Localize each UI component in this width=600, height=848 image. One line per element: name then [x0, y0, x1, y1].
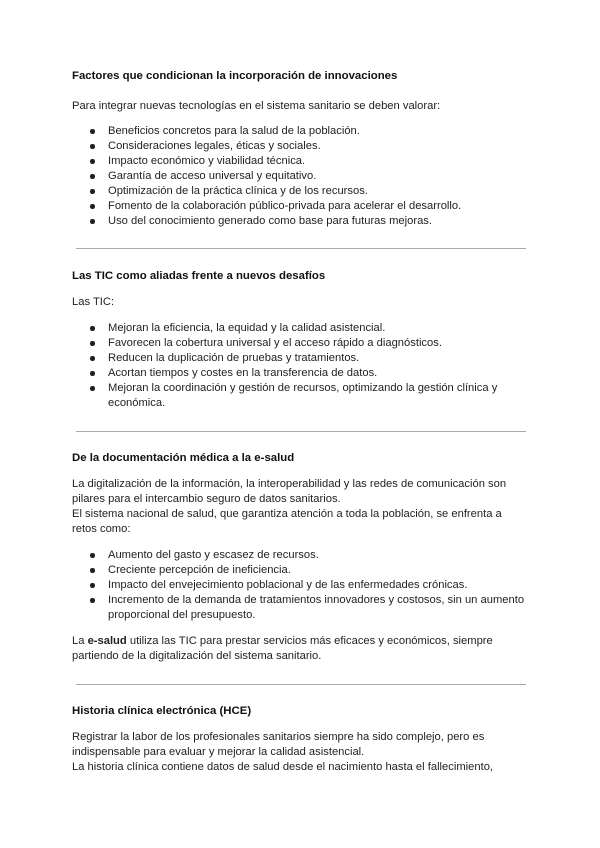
bullet-icon	[90, 326, 95, 331]
section-title: Las TIC como aliadas frente a nuevos desafíos	[72, 270, 326, 282]
list-item: Garantía de acceso universal y equitativo.	[90, 169, 528, 184]
section-innovation-factors	[72, 69, 528, 229]
list-item: Favorecen la cobertura universal y el acceso rápido a diagnósticos.	[90, 336, 528, 351]
paragraph: El sistema nacional de salud, que garantiza atención a toda la población, se enfrenta a retos como:	[72, 508, 502, 535]
list-item: Impacto económico y viabilidad técnica.	[90, 154, 528, 169]
bullet-icon	[90, 341, 95, 346]
bullet-icon	[90, 356, 95, 361]
list-item: Optimización de la práctica clínica y de los recursos.	[90, 184, 528, 199]
paragraph: La digitalización de la información, la interoperabilidad y las redes de comunicación son pilares para el intercambio seguro de datos sanitarios.	[72, 478, 507, 505]
bullet-icon	[90, 568, 95, 573]
bullet-icon	[90, 598, 95, 603]
bullet-icon	[90, 189, 95, 194]
bullet-icon	[90, 553, 95, 558]
section-title: De la documentación médica a la e-salud	[72, 452, 295, 464]
list-item: Impacto del envejecimiento poblacional y de las enfermedades crónicas.	[90, 578, 528, 593]
bullet-icon	[90, 204, 95, 209]
section-e-health	[72, 451, 528, 664]
section-intro: Para integrar nuevas tecnologías en el sistema sanitario se deben valorar:	[72, 100, 441, 112]
list-item: Creciente percepción de ineficiencia.	[90, 563, 528, 578]
list-item: Incremento de la demanda de tratamientos innovadores y costosos, sin un aumento proporcional del presupuesto.	[90, 593, 528, 623]
section-title: Historia clínica electrónica (HCE)	[72, 705, 252, 717]
section-intro: Las TIC:	[72, 296, 115, 308]
paragraph: La e-salud utiliza las TIC para prestar servicios más eficaces y económicos, siempre partiendo de la digitalización del sistema sanitario.	[72, 635, 493, 662]
bullet-icon	[90, 371, 95, 376]
list-item: Uso del conocimiento generado como base para futuras mejoras.	[90, 214, 528, 229]
paragraph: La historia clínica contiene datos de salud desde el nacimiento hasta el fallecimiento,	[72, 761, 494, 773]
horizontal-divider	[76, 684, 526, 685]
list-item: Consideraciones legales, éticas y sociales.	[90, 139, 528, 154]
list-item: Aumento del gasto y escasez de recursos.	[90, 548, 528, 563]
section-tic-allies	[72, 269, 528, 411]
list-item: Fomento de la colaboración público-privada para acelerar el desarrollo.	[90, 199, 528, 214]
bullet-list	[72, 321, 528, 411]
list-item: Mejoran la eficiencia, la equidad y la calidad asistencial.	[90, 321, 528, 336]
bullet-icon	[90, 219, 95, 224]
bullet-icon	[90, 583, 95, 588]
bullet-list	[72, 548, 528, 623]
section-title: Factores que condicionan la incorporación de innovaciones	[72, 70, 398, 82]
bullet-icon	[90, 386, 95, 391]
paragraph: Registrar la labor de los profesionales sanitarios siempre ha sido complejo, pero es indispensable para evaluar y mejorar la calidad asistencial.	[72, 731, 485, 758]
e-salud-term: e-salud	[87, 635, 127, 647]
horizontal-divider	[76, 431, 526, 432]
bullet-icon	[90, 144, 95, 149]
horizontal-divider	[76, 248, 526, 249]
list-item: Acortan tiempos y costes en la transferencia de datos.	[90, 366, 528, 381]
list-item: Mejoran la coordinación y gestión de recursos, optimizando la gestión clínica y económica.	[90, 381, 528, 411]
bullet-icon	[90, 129, 95, 134]
section-hce	[72, 704, 528, 775]
list-item: Beneficios concretos para la salud de la población.	[90, 124, 528, 139]
bullet-icon	[90, 174, 95, 179]
list-item: Reducen la duplicación de pruebas y tratamientos.	[90, 351, 528, 366]
bullet-list	[72, 124, 528, 229]
bullet-icon	[90, 159, 95, 164]
